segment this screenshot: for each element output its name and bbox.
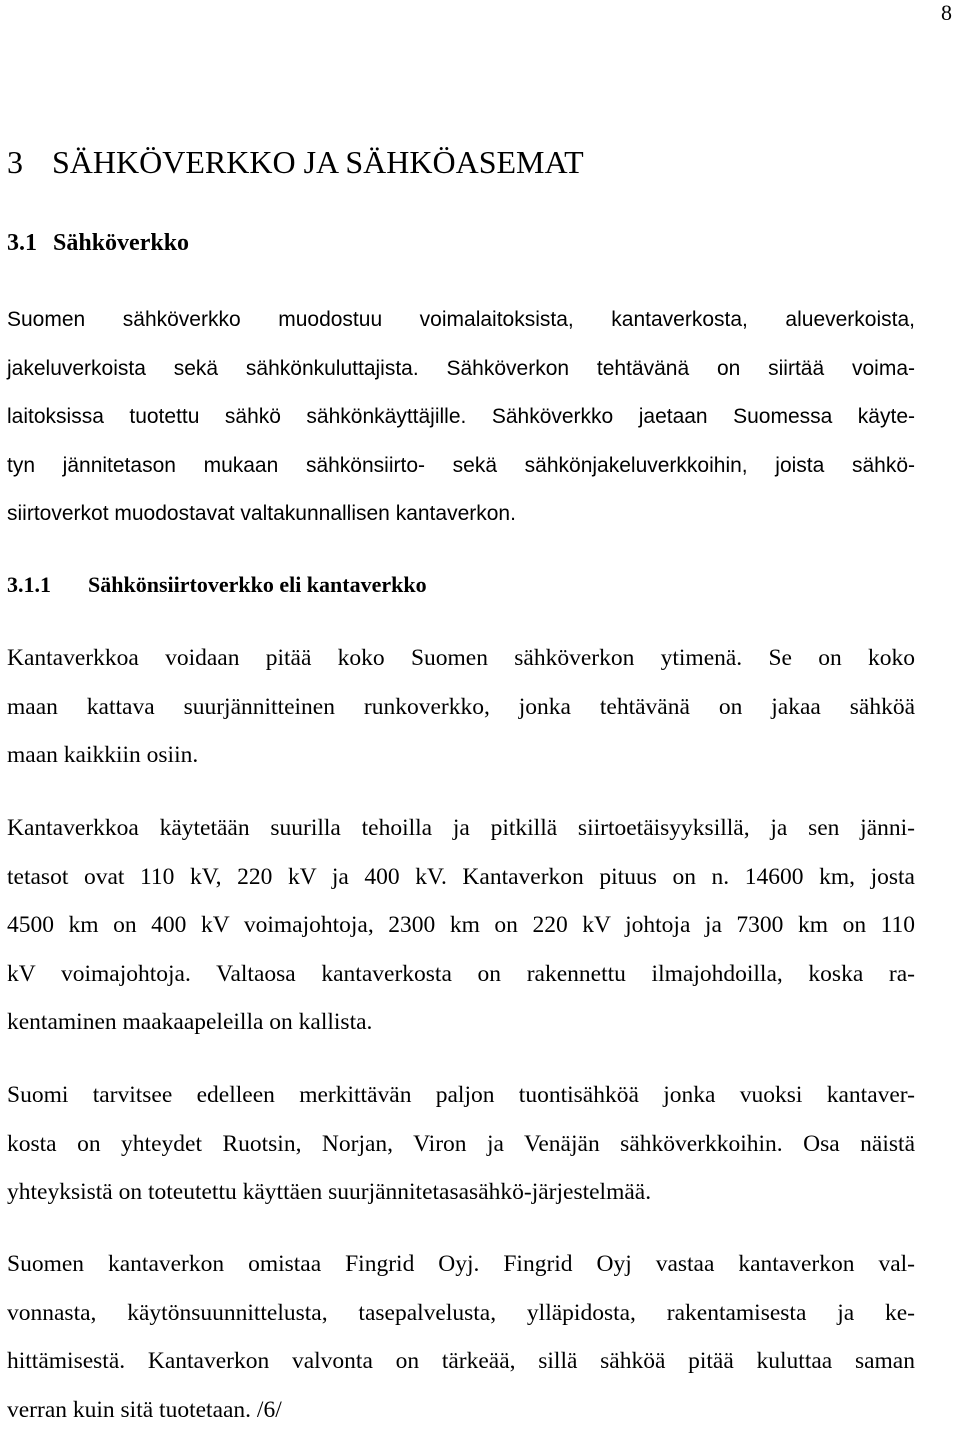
text-line: maan kaikkiin osiin. <box>7 731 915 780</box>
subsection-number: 3.1.1 <box>7 563 88 607</box>
chapter-heading <box>7 138 584 186</box>
text-line: tetasot ovat 110 kV, 220 kV ja 400 kV. Kantaverkon pituus on n. 14600 km, josta <box>7 853 915 902</box>
text-line: yhteyksistä on toteutettu käyttäen suurjännitetasasähkö-järjestelmää. <box>7 1168 915 1217</box>
paragraph-kantaverkko-voltages <box>7 804 915 1047</box>
chapter-number: 3 <box>7 138 52 186</box>
section-title: Sähköverkko <box>53 230 189 256</box>
subsection-title: Sähkönsiirtoverkko eli kantaverkko <box>88 572 427 597</box>
text-line: laitoksissa tuotettu sähkö sähkönkäyttäjille. Sähköverkko jaetaan Suomessa käyte- <box>7 393 915 442</box>
text-line: kV voimajohtoja. Valtaosa kantaverkosta on rakennettu ilmajohdoilla, koska ra- <box>7 950 915 999</box>
paragraph-intro <box>7 296 915 539</box>
text-line: Suomen kantaverkon omistaa Fingrid Oyj. Fingrid Oyj vastaa kantaverkon val- <box>7 1240 915 1289</box>
section-number: 3.1 <box>7 222 53 264</box>
text-line: kosta on yhteydet Ruotsin, Norjan, Viron ja Venäjän sähköverkkoihin. Osa näistä <box>7 1120 915 1169</box>
page-number: 8 <box>941 0 952 26</box>
paragraph-import-connections <box>7 1071 915 1217</box>
text-line: Suomen sähköverkko muodostuu voimalaitoksista, kantaverkosta, alueverkoista, <box>7 296 915 345</box>
text-line: tyn jännitetason mukaan sähkönsiirto- sekä sähkönjakeluverkkoihin, joista sähkö- <box>7 442 915 491</box>
paragraph-kantaverkko-core <box>7 634 915 780</box>
text-line: hittämisestä. Kantaverkon valvonta on tärkeää, sillä sähköä pitää kuluttaa saman <box>7 1337 915 1386</box>
text-line: Kantaverkkoa käytetään suurilla tehoilla ja pitkillä siirtoetäisyyksillä, ja sen jänni- <box>7 804 915 853</box>
text-line: vonnasta, käytönsuunnittelusta, tasepalvelusta, ylläpidosta, rakentamisesta ja ke- <box>7 1289 915 1338</box>
text-line: siirtoverkot muodostavat valtakunnallisen kantaverkon. <box>7 490 915 539</box>
chapter-title: SÄHKÖVERKKO JA SÄHKÖASEMAT <box>52 144 584 180</box>
text-line: verran kuin sitä tuotetaan. /6/ <box>7 1386 915 1434</box>
text-line: Suomi tarvitsee edelleen merkittävän paljon tuontisähköä jonka vuoksi kantaver- <box>7 1071 915 1120</box>
section-heading <box>7 222 189 264</box>
text-line: kentaminen maakaapeleilla on kallista. <box>7 998 915 1047</box>
text-line: maan kattava suurjännitteinen runkoverkko, jonka tehtävänä on jakaa sähköä <box>7 683 915 732</box>
subsection-heading <box>7 563 427 607</box>
text-line: 4500 km on 400 kV voimajohtoja, 2300 km on 220 kV johtoja ja 7300 km on 110 <box>7 901 915 950</box>
text-line: Kantaverkkoa voidaan pitää koko Suomen sähköverkon ytimenä. Se on koko <box>7 634 915 683</box>
text-line: jakeluverkoista sekä sähkönkuluttajista. Sähköverkon tehtävänä on siirtää voima- <box>7 345 915 394</box>
paragraph-fingrid <box>7 1240 915 1434</box>
